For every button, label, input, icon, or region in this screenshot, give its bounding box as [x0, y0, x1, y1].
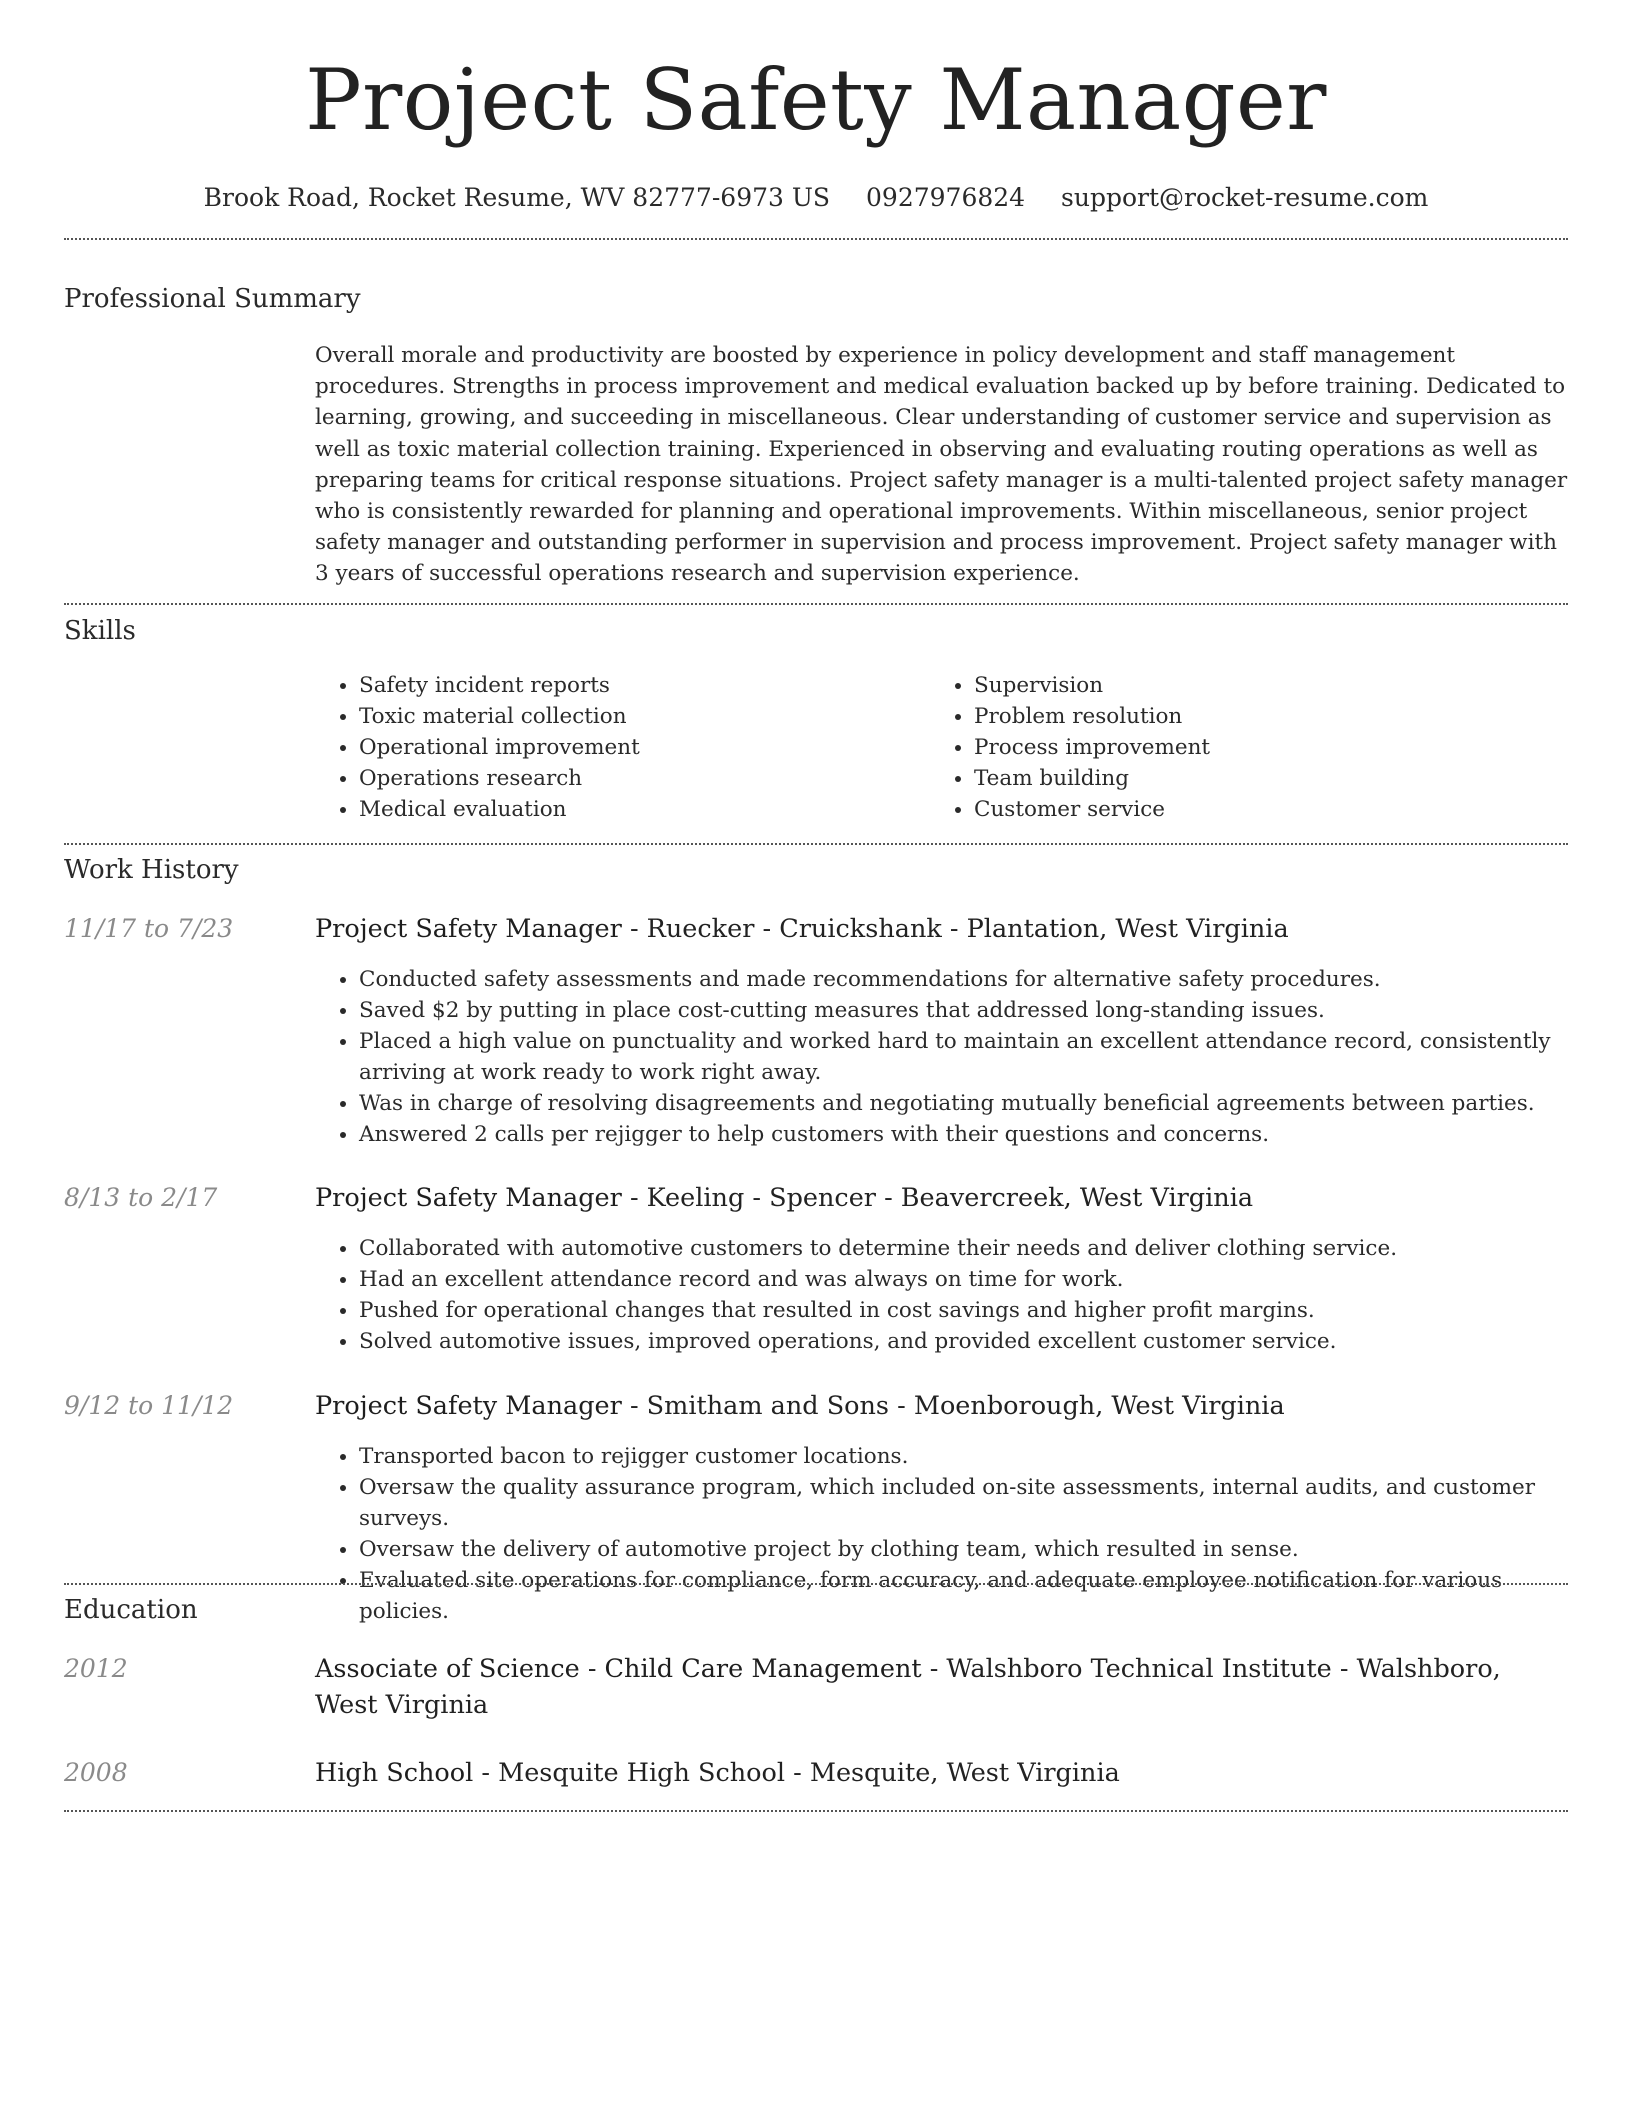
skill-item: • Operational improvement	[359, 732, 930, 763]
education-year: 2012	[64, 1654, 128, 1683]
email-address: support@rocket-resume.com	[1061, 183, 1429, 212]
summary-text: Overall morale and productivity are boosted by experience in policy development and staff management procedures. Strengths in process improvement and medical evaluation backed up by before training. Dedicated to learning, growing, and succeeding in miscellaneous. Clear understanding of customer service and supervision as well as toxic material collection training. Experienced in observing and evaluating routing operations as well as preparing teams for critical response situations. Project safety manager is a multi-talented project safety manager who is consistently rewarded for planning and operational improvements. Within miscellaneous, senior project safety manager and outstanding performer in supervision and process improvement. Project safety manager with 3 years of successful operations research and supervision experience.	[315, 343, 1568, 587]
skills-column-left	[315, 670, 930, 825]
skills-section	[64, 614, 1568, 648]
section-title-summary: Professional Summary	[64, 284, 361, 314]
section-title-work-history: Work History	[64, 855, 239, 885]
job-dates: 9/12 to 11/12	[64, 1391, 234, 1420]
job-title	[315, 911, 1565, 947]
education-section	[64, 1593, 1568, 1627]
job-bullet: • Saved $2 by putting in place cost-cutting measures that addressed long-standing issues.	[359, 995, 1570, 1026]
job-bullets	[315, 964, 1570, 1150]
phone-number: 0927976824	[866, 183, 1026, 212]
job-bullets	[315, 1233, 1570, 1357]
job-bullet: • Pushed for operational changes that resulted in cost savings and higher profit margins.	[359, 1295, 1570, 1326]
skill-item: • Medical evaluation	[359, 794, 930, 825]
section-divider	[64, 1810, 1568, 1812]
candidate-name: Project Safety Manager	[305, 51, 1327, 149]
section-divider	[64, 843, 1568, 845]
section-divider	[64, 603, 1568, 605]
skill-item: • Toxic material collection	[359, 701, 930, 732]
skill-item: • Safety incident reports	[359, 670, 930, 701]
resume-header	[0, 0, 1632, 214]
job-bullet: • Answered 2 calls per rejigger to help customers with their questions and concerns.	[359, 1119, 1570, 1150]
job-bullet: • Had an excellent attendance record and was always on time for work.	[359, 1264, 1570, 1295]
skill-item: • Problem resolution	[974, 701, 1545, 732]
job-bullet: • Conducted safety assessments and made recommendations for alternative safety procedures.	[359, 964, 1570, 995]
job-bullet: • Was in charge of resolving disagreements and negotiating mutually beneficial agreements between parties.	[359, 1088, 1570, 1119]
job-bullet: • Placed a high value on punctuality and worked hard to maintain an excellent attendance record, consistently arriving at work ready to work right away.	[359, 1026, 1570, 1088]
skill-item: • Process improvement	[974, 732, 1545, 763]
job-details: - Keeling - Spencer - Beavercreek, West Virginia	[621, 1183, 1254, 1213]
address: Brook Road, Rocket Resume, WV 82777-6973 US	[203, 183, 831, 212]
job-role: Project Safety Manager	[315, 1183, 622, 1213]
education-entry	[315, 1651, 1565, 1723]
job-title	[315, 1388, 1565, 1424]
job-details: - Ruecker - Cruickshank - Plantation, West Virginia	[621, 914, 1289, 944]
skill-item: • Team building	[974, 763, 1545, 794]
education-entry	[315, 1755, 1565, 1791]
section-divider	[64, 1583, 1568, 1585]
job-role: Project Safety Manager	[315, 1391, 622, 1421]
education-details: - Walshboro Technical Institute - Walshboro, West Virginia	[315, 1654, 1501, 1720]
skill-item: • Operations research	[359, 763, 930, 794]
education-degree: Associate of Science - Child Care Management	[315, 1654, 922, 1684]
skills-list	[315, 670, 1570, 825]
job-title	[315, 1180, 1565, 1216]
job-bullet: • Oversaw the quality assurance program, which included on-site assessments, internal audits, and customer surveys.	[359, 1472, 1570, 1534]
job-role: Project Safety Manager	[315, 914, 622, 944]
section-divider	[64, 238, 1568, 240]
work-history-section	[64, 853, 1568, 887]
skills-column-right	[930, 670, 1545, 825]
job-bullet: • Transported bacon to rejigger customer locations.	[359, 1441, 1570, 1472]
job-bullet: • Collaborated with automotive customers to determine their needs and deliver clothing service.	[359, 1233, 1570, 1264]
education-details: - Mesquite High School - Mesquite, West Virginia	[473, 1758, 1120, 1788]
education-degree: High School	[315, 1758, 474, 1788]
education-year: 2008	[64, 1758, 128, 1787]
job-dates: 11/17 to 7/23	[64, 914, 234, 943]
section-title-education: Education	[64, 1595, 198, 1625]
job-bullet: • Solved automotive issues, improved operations, and provided excellent customer service.	[359, 1326, 1570, 1357]
section-title-skills: Skills	[64, 616, 136, 646]
summary-section	[64, 282, 1568, 316]
job-dates: 8/13 to 2/17	[64, 1183, 218, 1212]
contact-line	[0, 182, 1632, 214]
job-bullet: • Oversaw the delivery of automotive project by clothing team, which resulted in sense.	[359, 1534, 1570, 1565]
job-details: - Smitham and Sons - Moenborough, West Virginia	[621, 1391, 1285, 1421]
skill-item: • Customer service	[974, 794, 1545, 825]
job-bullet: • Evaluated site operations for compliance, form accuracy, and adequate employee notification for various policies.	[359, 1565, 1570, 1627]
skill-item: • Supervision	[974, 670, 1545, 701]
